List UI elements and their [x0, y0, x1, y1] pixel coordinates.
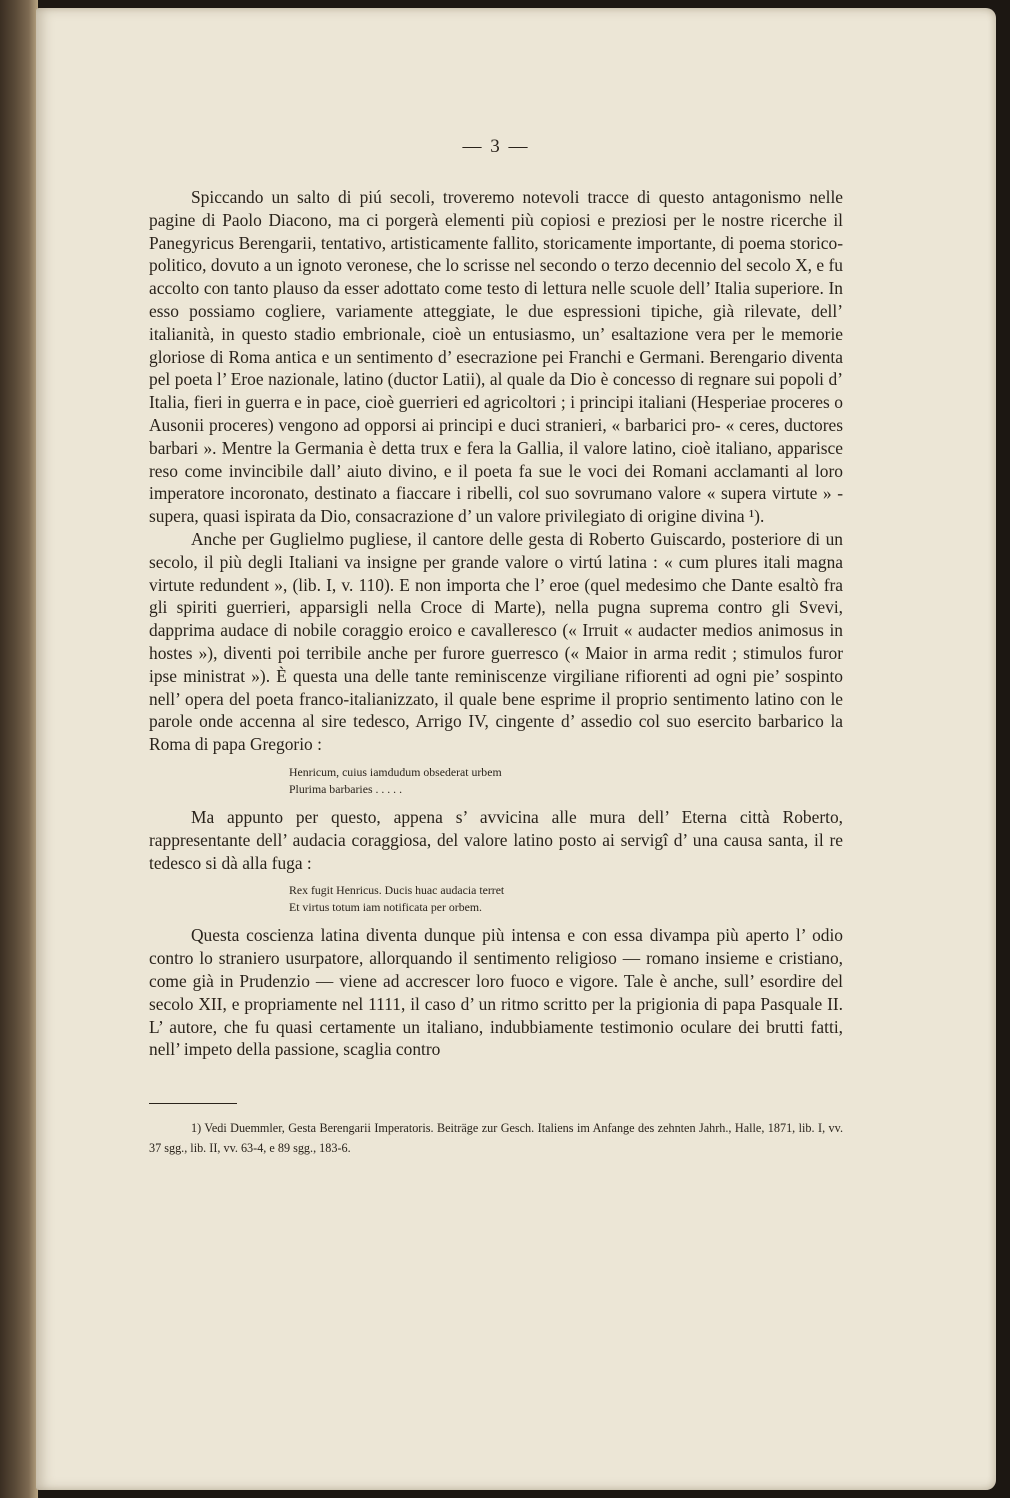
quotation-line: Et virtus totum iam notificata per orbem.: [289, 900, 482, 915]
paragraph: Anche per Guglielmo pugliese, il cantore delle gesta di Roberto Guiscardo, posteriore di un secolo, il più degli Italiani va insigne per grande valore o virtú latina : « cum plures itali magna virtute redundent », (lib. I, v. 110). E non importa che l’ eroe (quel medesimo che Dante esaltò fra gli spiriti guerrieri, apparsigli nella Croce di Marte), nella pugna suprema contro gli Svevi, dapprima audace di nobile coraggio eroico e cavalleresco (« Irruit « audacter medios animosus in hostes »), diventi poi terribile anche per furore guerresco (« Maior in arma redit ; stimulos furor ipse ministrat »). È questa una delle tante reminiscenze virgiliane rifiorenti ad ogni pie’ sospinto nell’ opera del poeta franco-italianizzato, il quale bene esprime il proprio sentimento latino con le parole onde accenna al sire tedesco, Arrigo IV, cingente d’ assedio col suo esercito barbarico la Roma di papa Gregorio :: [149, 528, 843, 755]
paragraph: Questa coscienza latina diventa dunque più intensa e con essa divampa più aperto l’ odio contro lo straniero usurpatore, allorquando il sentimento religioso — romano insieme e cristiano, come già in Prudenzio — viene ad accrescer loro fuoco e vigore. Tale è anche, sull’ esordire del secolo XII, e propriamente nel 1111, il caso d’ un ritmo scritto per la prigionia di papa Pasquale II. L’ autore, che fu quasi certamente un italiano, indubbiamente testimonio oculare dei brutti fatti, nell’ impeto della passione, scaglia contro: [149, 925, 843, 1060]
quotation-line: Plurima barbaries . . . . .: [289, 781, 403, 796]
quotation-line: Rex fugit Henricus. Ducis huac audacia terret: [289, 883, 505, 898]
book-page: [36, 8, 996, 1490]
footnote: 1) Vedi Duemmler, Gesta Berengarii Imperatoris. Beiträge zur Gesch. Italiens im Anfange des zehnten Jahrh., Halle, 1871, lib. I, vv. 37 sgg., lib. II, vv. 63-4, e 89 sgg., 183-6.: [149, 1121, 843, 1156]
page-number: — 3 —: [462, 136, 530, 157]
quotation-line: Henricum, cuius iamdudum obsederat urbem: [289, 764, 502, 779]
footnote-divider: [149, 1103, 237, 1104]
latin-quotation: [289, 764, 843, 798]
page-text-block: [149, 136, 843, 1158]
paragraph: Ma appunto per questo, appena s’ avvicina alle mura dell’ Eterna città Roberto, rappresentante dell’ audacia coraggiosa, del valore latino posto ai servigî d’ una causa santa, il re tedesco si dà alla fuga :: [149, 806, 843, 873]
book-spine: [0, 0, 38, 1498]
paragraph: Spiccando un salto di piú secoli, troveremo notevoli tracce di questo antagonismo nelle pagine di Paolo Diacono, ma ci porgerà elementi più copiosi e preziosi per le nostre ricerche il Panegyricus Berengarii, tentativo, artisticamente fallito, storicamente importante, di poema storico-politico, dovuto a un ignoto veronese, che lo scrisse nel secondo o terzo decennio del secolo X, e fu accolto con tanto plauso da esser adottato come testo di lettura nelle scuole dell’ Italia superiore. In esso possiamo cogliere, variamente atteggiate, le due espressioni tipiche, già rilevate, dell’ italianità, in questo stadio embrionale, cioè un entusiasmo, un’ esaltazione vera per le memorie gloriose di Roma antica e un sentimento d’ esecrazione pei Franchi e Germani. Berengario diventa pel poeta l’ Eroe nazionale, latino (ductor Latii), al quale da Dio è concesso di regnare sui popoli d’ Italia, fieri in guerra e in pace, cioè guerrieri ed agricoltori ; i principi italiani (Hesperiae proceres o Ausonii proceres) vengono ad opporsi ai principi e duci stranieri, « barbarici pro- « ceres, ductores barbari ». Mentre la Germania è detta trux e fera la Gallia, il valore latino, cioè italiano, apparisce reso come invincibile dall’ aiuto divino, e il poeta fa sue le voci dei Romani acclamanti al loro imperatore incoronato, destinato a fiaccare i ribelli, col suo sovrumano valore « supera virtute » - supera, quasi ispirata da Dio, consacrazione d’ un valore privilegiato di origine divina ¹).: [149, 187, 843, 527]
latin-quotation: [289, 882, 843, 916]
